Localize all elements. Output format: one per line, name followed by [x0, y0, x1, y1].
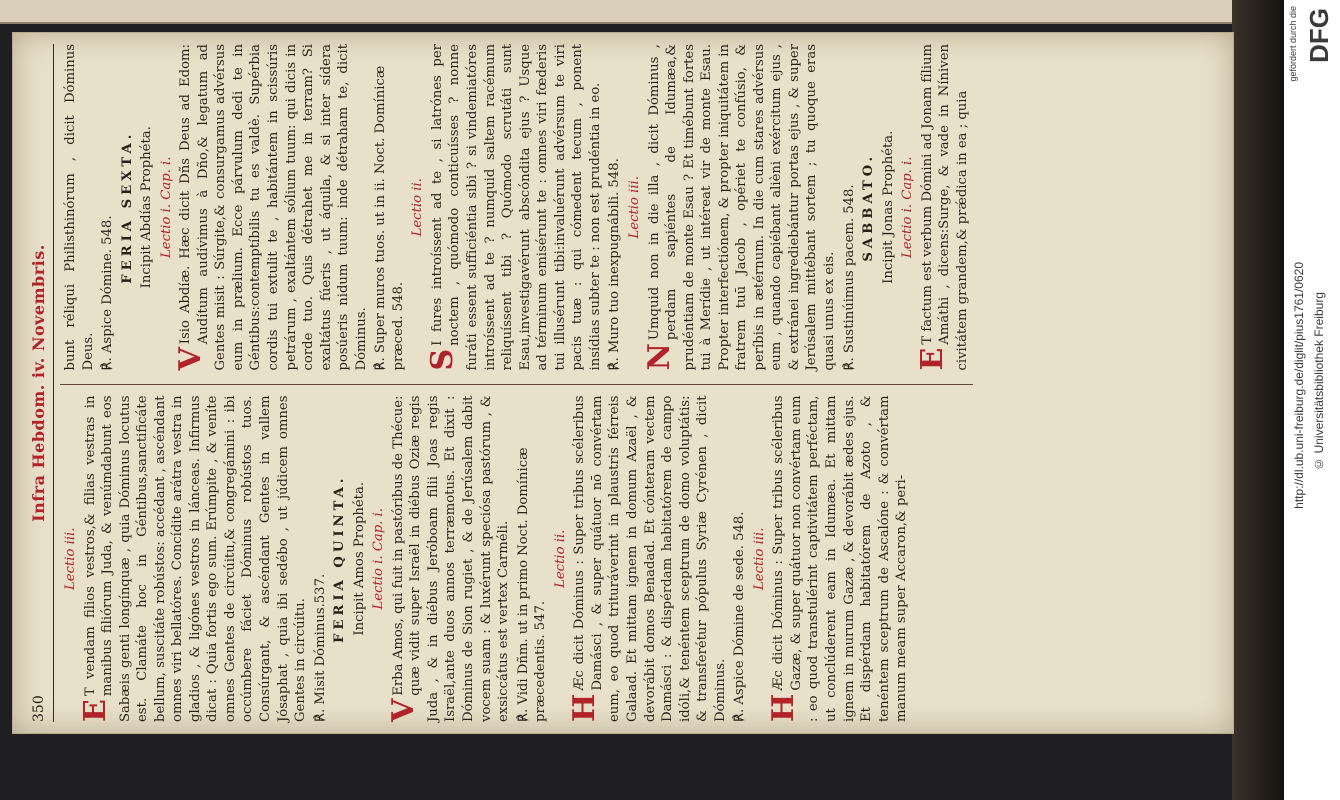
lectio-line: Lectio i. Cap. i. [900, 156, 916, 258]
resp-line: ℟. Super muros tuos. ut in ii. Noct. Domínicæ præced. 548. [373, 65, 406, 371]
paragraph-text: T vendam filios vestros,& filias vestras in manibus filiórum Juda, & venúmdabunt eos Sabæis genti longínquæ , quia Dóminus locutus est. Clamáte hoc in Géntibus,sanctificáte bellum, suscitáte robústos: accédant , ascéndant omnes viri bellatóres. Concídite arátra vestra in gladios , & ligónes vestros in lánceas. Infirmus dicat : Quia fortis ego sum. Erúmpite , & veníte omnes Gentes de circúitu,& congregámini : ibi occúmbere fáciet Dóminus robústos tuos. Consúrgant, & ascéndant Gentes in vallem Jósaphat , quia ibi sedébo , ut júdicem omnes Gentes in circúitu. [82, 395, 309, 722]
paragraph-text: Umquid non in die illa , dicit Dóminus , perdam sapiéntes de Idumæa,& prudéntiam de monte Esau ? Et timébunt fortes tui à Merídie , ut intéreat vir de monte Esau. Propter interfectiónem, & propter iniquitátem in fratrem tuū Jacob , opériet te confúsio, & períbis in ætérnum. In die cum stares advérsus eum , quando capiébant alièni exércitum ejus , & extránei ingrediebántur portas ejus , & super Jerúsalem mittébant sortem ; tu quoque eras quasi unus ex eis. [646, 44, 837, 371]
resp-line: ℟. Sustinúimus pacem. 548. [841, 184, 857, 371]
paragraph [914, 44, 972, 371]
scanned-page [12, 32, 1234, 734]
heading-line: FERIA SEXTA. [119, 130, 135, 284]
resp-line: ℟. Muro tuo inexpugnábili. 548. [607, 158, 623, 371]
heading-line: FERIA QUINTA. [332, 474, 348, 643]
lectio-line: Lectio ii. [410, 178, 426, 237]
paragraph [424, 44, 604, 371]
resp-line: ℟. Aspice Dómine de sede. 548. [732, 511, 748, 722]
paragraph-text: Æc dicit Dóminus : Super tribus scéleribus Damásci , & super quátuor nō convértam eum, eo quod trituráverint in plaustris férreis Galaad. Et mittam ignem in domum Azaël , & devorábit domos Benadad. Et cónteram vectem Damásci : & dispérdam habitatórem de campo idóli,& tenéntem sceptrum de domo voluptátis: & transferétur pópulus Syriæ Cyrénen , dicit Dóminus. [572, 395, 728, 722]
lectio-line: Lectio i. Cap. i. [158, 156, 174, 258]
lectio-line: Lectio iii. [751, 527, 767, 590]
paragraph-text: bunt réliqui Philisthinórum , dicit Dóminus Deus. [63, 44, 96, 371]
left-column [60, 385, 973, 723]
lectio-line: Lectio iii. [63, 527, 78, 590]
drop-initial: V [385, 698, 421, 722]
paragraph-text: T factum est verbum Dómini ad Jonam fílium Amáthi , dicens:Surge, & vade in Níniven civitátem grandem,& prǽdica in ea ; quia [919, 44, 970, 371]
resp-line: ℟. Vidi Dñm. ut in primo Noct. Domínicæ præcedentis. 547. [515, 447, 549, 722]
paragraph [641, 44, 839, 371]
right-column [60, 44, 973, 371]
drop-initial: N [641, 343, 677, 371]
resp-line: ℟. Misit Dóminus.537. [312, 573, 328, 722]
book-spine [1232, 0, 1284, 800]
permalink-url[interactable]: http://dl.ub.uni-freiburg.de/diglit/pius1761/0620 [1292, 262, 1306, 509]
center-line: Incipit Abdías Prophéta. [139, 126, 155, 289]
text-columns [60, 38, 973, 728]
paragraph-text: Erba Amos, qui fuit in pastóribus de Thécue: quæ vidit super Israël in diébus Oziæ regis Juda , & in diébus Jeróboam filii Joas regis Israël,ante duos annos terræmotus. Et dixit : Dóminus de Sion rugiet , & de Jerúsalem dabit vocem suam : & luxérunt speciósa pastórum , & exsiccátus est vertex Carméli. [390, 395, 512, 722]
paragraph [567, 395, 729, 723]
lectio-line: Lectio i. Cap. i. [371, 508, 387, 610]
lectio-line: Lectio ii. [552, 529, 568, 588]
center-line: Incipit Amos Prophéta. [351, 481, 367, 636]
dfg-logo[interactable]: DFG [1304, 8, 1334, 63]
center-line: Incipit Jonas Prophéta. [880, 130, 896, 284]
drop-initial: H [766, 693, 802, 722]
book-top-edge [0, 0, 1284, 24]
page-header [23, 44, 54, 722]
dfg-credit-text: gefördert durch die [1288, 6, 1298, 82]
drop-initial: S [424, 348, 460, 371]
drop-initial: E [77, 699, 113, 722]
drop-initial: V [173, 347, 209, 371]
paragraph [173, 44, 370, 371]
heading-line: SABBATO. [861, 152, 877, 262]
paragraph [77, 395, 310, 723]
page-number: 350 [31, 695, 48, 722]
viewer-sidebar [1284, 0, 1340, 800]
drop-initial: H [567, 693, 603, 722]
paragraph [385, 395, 513, 723]
resp-line: ℟. Aspice Dómine. 548. [100, 215, 116, 371]
paragraph [62, 44, 97, 371]
running-title: Infra Hebdom. iv. Novembris. [28, 244, 48, 522]
paragraph-text: I fures introíssent ad te , si latrónes per noctem , quómodo conticuísses ? nonne furáti essent sufficiéntia sibi ? si vindemiatóres introíssent ad te ? numquid saltem racémum reliquíssent tibi ? Quómodo scrutáti sunt Esau,investigavérunt abscóndita ejus ? Usque ad términum emisérunt te : omnes viri fœderis tui illusérunt tibi:invaluérunt advérsum te viri pacis tuæ : qui cómedent tecum , ponent insídias subter te : non est prudéntia in eo. [429, 44, 603, 371]
paragraph [766, 395, 910, 723]
drop-initial: E [914, 347, 950, 371]
copyright-notice: © Universitätsbibliothek Freiburg [1312, 292, 1326, 471]
paragraph-text: Isio Abdíæ. Hæc dicit Dñs Deus ad Edom: Audítum audívimus à Dño,& legatum ad Gentes misit : Súrgite,& consurgamus advérsus eum in prælium. Ecce párvulum dedi te in Géntibus:contemptíbilis tu es valdè. Supérbia cordis tui extulit te , habitántem in scissúris petrárum , exaltántem sólium tuum: qui dicis in corde tuo. Quis détrahet me in terram? Si exaltátus fúeris , ut áquila, & si inter sídera posúeris nidum tuum: inde détraham te, dicit Dóminus. [178, 44, 369, 371]
lectio-line: Lectio iii. [626, 176, 642, 239]
paragraph-text: Æc dicit Dóminus : Super tribus scéleribus Gazæ, & super quátuor non convértam eum : eo quod transtulérint captivitátem perféctam, ut conclúderent eam in Idumæa. Et mittam ignem in murum Gazæ , & devorábit ædes ejus. Et dispérdam habitatórem de Azoto , & tenéntem sceptrum de Ascalóne : & convértam manum meam super Accaron,& peri- [771, 395, 910, 722]
page-content [23, 38, 1223, 728]
